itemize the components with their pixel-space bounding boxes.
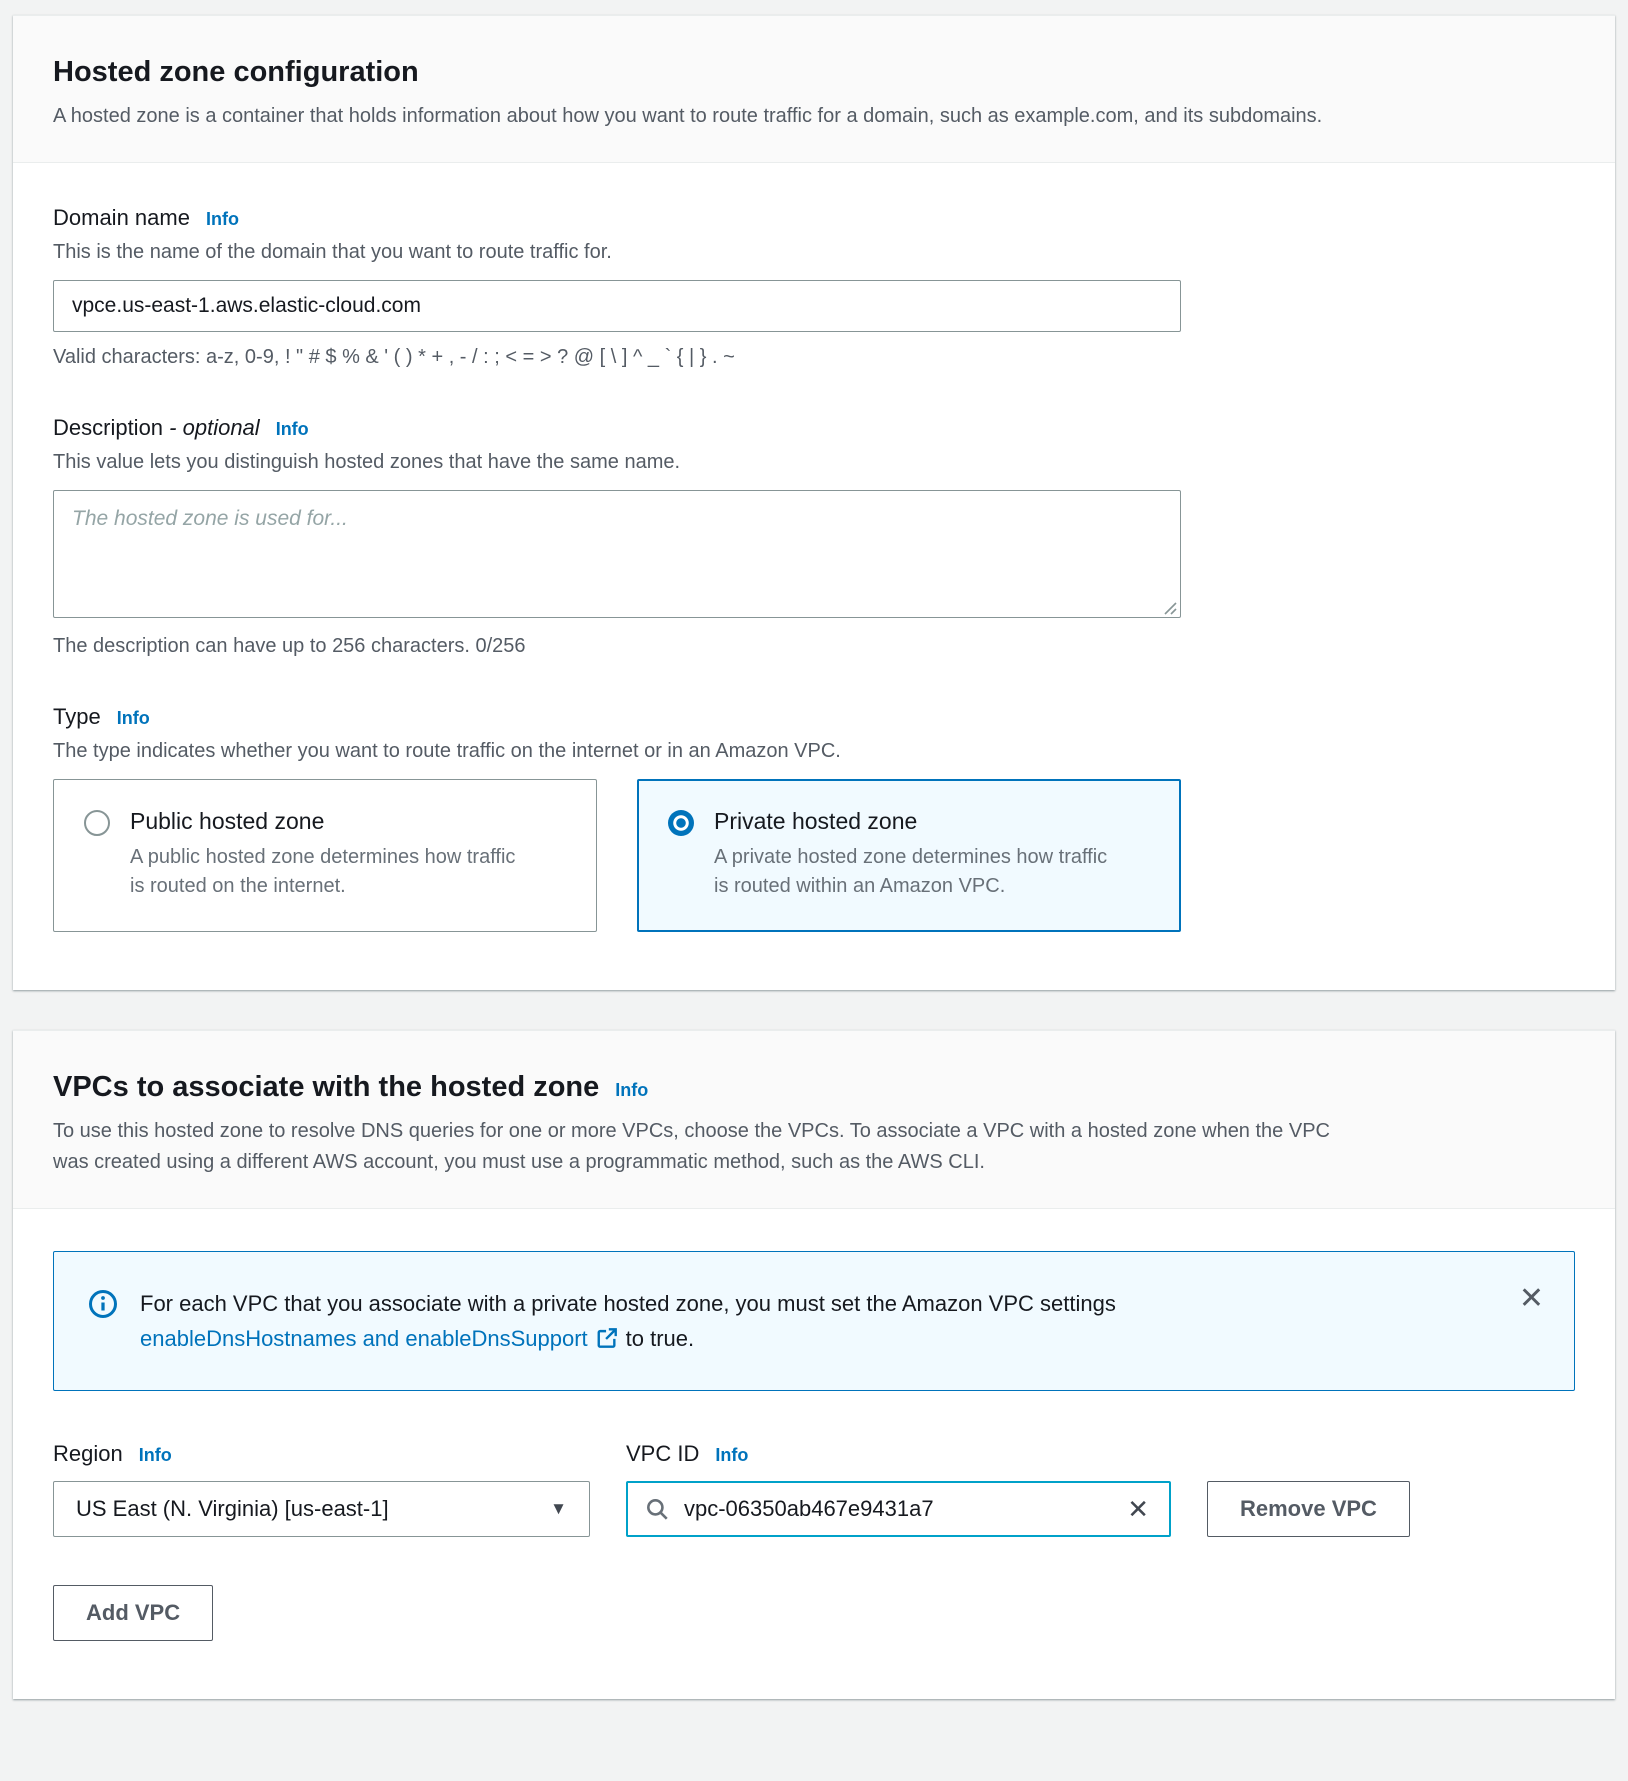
description-char-counter: The description can have up to 256 characters. 0/256: [53, 635, 526, 657]
panel-body: [13, 1209, 1615, 1699]
domain-name-label-row: [53, 205, 1575, 231]
search-icon: [644, 1496, 670, 1522]
description-info-link[interactable]: Info: [275, 419, 309, 439]
vpcs-associate-panel: [13, 1030, 1615, 1699]
domain-name-input[interactable]: [53, 280, 1181, 332]
public-hosted-zone-card[interactable]: [53, 779, 597, 932]
type-info-link[interactable]: Info: [116, 708, 150, 728]
region-label: Region: [53, 1441, 123, 1467]
remove-vpc-button[interactable]: Remove VPC: [1207, 1481, 1410, 1537]
vpc-id-info-link[interactable]: Info: [715, 1445, 749, 1466]
panel-description: To use this hosted zone to resolve DNS queries for one or more VPCs, choose the VPCs. To associate a VPC with a hosted zone when the VPC was created using a different AWS account, you must use a programmatic method, such as the AWS CLI.: [53, 1120, 1330, 1173]
domain-name-label: Domain name: [53, 205, 190, 230]
type-radio-group: [53, 779, 1575, 932]
panel-title: Hosted zone configuration: [53, 56, 419, 88]
vpc-id-column: [626, 1441, 1171, 1537]
clear-vpc-id-icon[interactable]: ✕: [1123, 1496, 1153, 1522]
private-hosted-zone-radio[interactable]: [668, 810, 694, 836]
panel-header: [13, 1031, 1615, 1209]
domain-name-hint: This is the name of the domain that you want to route traffic for.: [53, 241, 612, 263]
region-select[interactable]: [53, 1481, 590, 1537]
vpc-row: [53, 1441, 1575, 1537]
description-label: Description: [53, 415, 164, 440]
banner-line1: For each VPC that you associate with a private hosted zone, you must set the Amazon VPC settings: [140, 1291, 1116, 1316]
type-label: Type: [53, 704, 101, 729]
vpc-id-label: VPC ID: [626, 1441, 700, 1467]
vpc-id-search-box: [626, 1481, 1171, 1537]
banner-text: [140, 1286, 1116, 1356]
public-hosted-zone-title: Public hosted zone: [130, 808, 325, 834]
vpc-id-label-row: [626, 1441, 1171, 1467]
banner-close-icon[interactable]: ✕: [1515, 1280, 1548, 1318]
private-hosted-zone-description: A private hosted zone determines how traffic is routed within an Amazon VPC.: [714, 846, 1108, 897]
banner-line2-after-link: to true.: [625, 1326, 695, 1352]
info-circle-icon: [88, 1289, 118, 1319]
chevron-down-icon: ▼: [550, 1499, 567, 1519]
domain-name-info-link[interactable]: Info: [205, 209, 239, 229]
external-link-icon: [596, 1327, 618, 1349]
private-hosted-zone-title: Private hosted zone: [714, 808, 918, 834]
private-hosted-zone-card[interactable]: [637, 779, 1181, 932]
domain-name-field: [53, 205, 1575, 369]
panel-title: VPCs to associate with the hosted zone: [53, 1071, 600, 1103]
panel-description: A hosted zone is a container that holds information about how you want to route traffic for a domain, such as example.com, and its subdomains.: [53, 105, 1323, 127]
type-label-row: [53, 704, 1575, 730]
type-field: [53, 704, 1575, 932]
public-hosted-zone-radio[interactable]: [84, 810, 110, 836]
region-info-link[interactable]: Info: [138, 1445, 172, 1466]
description-hint: This value lets you distinguish hosted zones that have the same name.: [53, 451, 681, 473]
type-hint: The type indicates whether you want to route traffic on the internet or in an Amazon VPC.: [53, 740, 841, 762]
panel-header: [13, 16, 1615, 163]
vpc-settings-info-banner: [53, 1251, 1575, 1391]
hosted-zone-configuration-panel: [13, 15, 1615, 990]
description-label-row: [53, 415, 1575, 441]
vpcs-info-link[interactable]: Info: [615, 1080, 649, 1100]
description-textarea[interactable]: [53, 490, 1181, 618]
region-column: [53, 1441, 590, 1537]
enable-dns-link[interactable]: enableDnsHostnames and enableDnsSupport: [140, 1326, 588, 1352]
panel-body: [13, 163, 1615, 990]
domain-valid-characters: Valid characters: a-z, 0-9, ! " # $ % & ' ( ) * + , - / : ; < = > ? @ [ \ ] ^ _ ` { | } . ~: [53, 346, 735, 368]
description-field: [53, 415, 1575, 658]
public-hosted-zone-description: A public hosted zone determines how traffic is routed on the internet.: [130, 846, 516, 897]
add-vpc-button[interactable]: Add VPC: [53, 1585, 213, 1641]
description-optional-label: - optional: [169, 415, 260, 440]
region-label-row: [53, 1441, 590, 1467]
region-selected-value: US East (N. Virginia) [us-east-1]: [76, 1496, 389, 1522]
vpc-id-input[interactable]: [682, 1495, 1123, 1523]
